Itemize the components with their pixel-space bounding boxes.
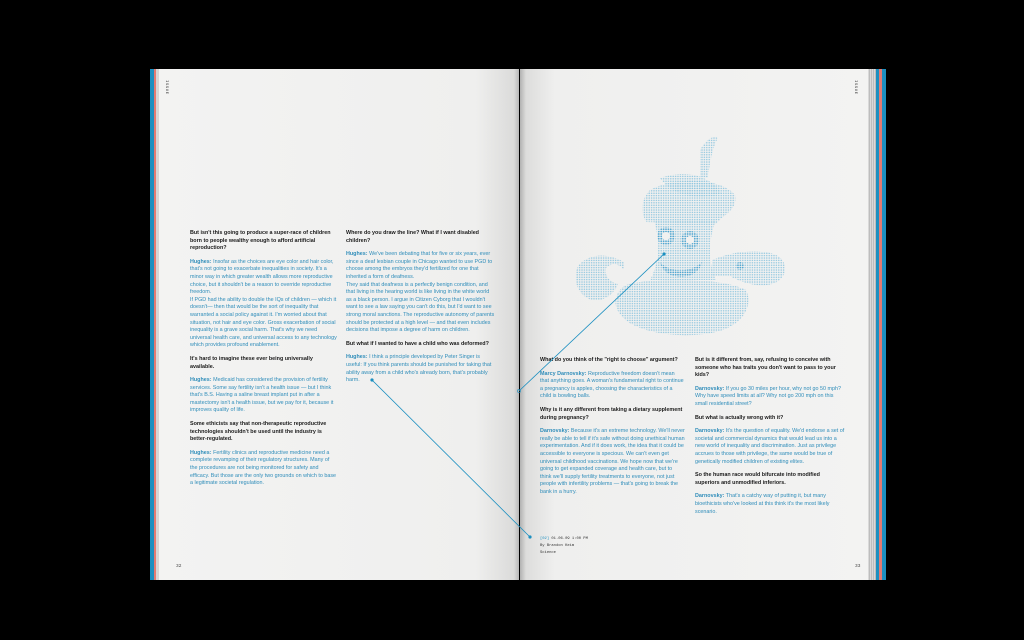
connector-dot xyxy=(528,535,531,538)
speaker-label: Hughes: xyxy=(346,354,368,361)
answer-text: Insofar as the choices are eye color and hair color, that's not going to exacerbate inequalities in society. It's a minor way in which greater wealth allows more reproductive choice, but it shouldn't be a reason to override reproductive freedom. xyxy=(190,258,334,296)
answer-text: We've been debating that for five or six years, ever since a deaf lesbian couple in Chicago wanted to use PGD to choose among the embryos they'd fertilized for one that inherited a form of deafness. xyxy=(346,251,493,280)
question: What do you think of the "right to choose" argument? xyxy=(540,357,678,363)
question: Where do you draw the line? What if I want disabled children? xyxy=(346,230,479,244)
article-byline: By Brandon Keim xyxy=(540,544,575,548)
question: It's hard to imagine these ever being universally available. xyxy=(190,355,313,370)
question: But is it different from, say, refusing to conceive with someone who has traits you don't want to pass to your kids? xyxy=(695,357,836,379)
page-number-right: 33 xyxy=(855,564,861,569)
answer-text: They said that deafness is a perfectly benign condition, and that living in the hearing world is like living in the white world as a black person. I argue in Citizen Cyborg that I wouldn't want to see a law saying you can't do this, but I'd want to see strong moral sanctions. The reproductive autonomy of parents should be protected at a high level — and that even includes decisions that impose a degree of harm on children. xyxy=(346,281,495,334)
running-head-left: ISSUE xyxy=(164,80,168,95)
speaker-label: Marcy Darnovsky: xyxy=(540,370,587,377)
question: So the human race would bifurcate into modified superiors and unmodified inferiors. xyxy=(695,472,820,486)
connector-dot xyxy=(662,252,665,255)
speaker-label: Darnovsky: xyxy=(695,428,725,435)
speaker-label: Darnovsky: xyxy=(695,493,725,500)
speaker-label: Hughes: xyxy=(190,377,212,384)
question: Some ethicists say that non-therapeutic reproductive technologies shouldn't be used until the industry is better-regulated. xyxy=(190,421,327,443)
running-head-right: ISSUE xyxy=(853,80,857,95)
page-number-left: 32 xyxy=(176,564,182,569)
answer-text: Because it's an extreme technology. We'll never really be able to tell if it's safe without doing unethical human experimentation. And if it does work, the idea that it could be accessible to everyone is specious. We can't even get universal childhood vaccinations. We hope now that we're going to get expanded coverage and health care, but to think we'll supply fertility treatments to everyone, not just people with infertility problems — that's going to break the bank in a hurry. xyxy=(540,428,685,495)
speaker-label: Hughes: xyxy=(346,251,368,258)
question: But what if I wanted to have a child who was deformed? xyxy=(346,340,489,347)
answer-text: If you go 30 miles per hour, why not go 50 mph? Why have speed limits at all? Why not go 200 mph on this small residential street? xyxy=(695,385,841,407)
article-time: 01.06.09 1:00 PM xyxy=(549,537,588,541)
answer-text: Medicaid has considered the provision of fertility services. Some say fertility isn't a health issue — but I think that's B.S. Having a saline breast implant put in after a mastectomy isn't a health issue, but we pay for it, because it improves quality of life. xyxy=(190,377,334,414)
article-section: Science xyxy=(540,551,556,555)
speaker-label: Hughes: xyxy=(190,258,212,265)
answer-text: Reproductive freedom doesn't mean that anything goes. A woman's fundamental right to continue a pregnancy is apples, choosing the characteristics of a child is bowling balls. xyxy=(540,370,684,400)
answer-text: That's a catchy way of putting it, but many bioethicists who've looked at this think it's the most likely scenario. xyxy=(695,493,830,515)
apple-core-illustration xyxy=(576,137,785,335)
question: But isn't this going to produce a super-race of children born to people wealthy enough to afford artificial reproduction? xyxy=(190,230,331,252)
connector-dot xyxy=(370,378,373,381)
answer-text: Fertility clinics and reproductive medicine need a complete revamping of their regulatory structures. Many of the procedures are not being monitored for safety and efficacy. But those are the only two grounds on which to base a legitimate societal regulation. xyxy=(190,449,337,487)
connector-line xyxy=(372,380,530,537)
speaker-label: Darnovsky: xyxy=(540,428,570,435)
question: But what is actually wrong with it? xyxy=(695,414,784,421)
answer-text: It's the question of equality. We'd endorse a set of societal and commercial dynamics that would lead us into a new world of inequality and discrimination. Just as privilege accrues to those with privilege, the same would be true of genetically modified children of existing elites. xyxy=(695,428,845,465)
speaker-label: Hughes: xyxy=(190,449,212,456)
speaker-label: Darnovsky: xyxy=(695,385,725,392)
answer-text: I think a principle developed by Peter Singer is useful: If you think parents should be punished for taking that ability away from a child who's already born, that's probably harm. xyxy=(346,354,492,384)
article-tag: [02] xyxy=(540,537,550,541)
question: Why is it any different from taking a dietary supplement during pregnancy? xyxy=(540,406,683,421)
answer-text: If PGD had the ability to double the IQs of children — which it doesn't— then that would be the sort of inequality that warranted a social policy against it. I'm worried about that situation, not hair and eye color. Gross exacerbation of social inequality is a grave social harm. That's why we need universal health care, and universal access to any technology which provides profound enablement. xyxy=(190,296,337,349)
